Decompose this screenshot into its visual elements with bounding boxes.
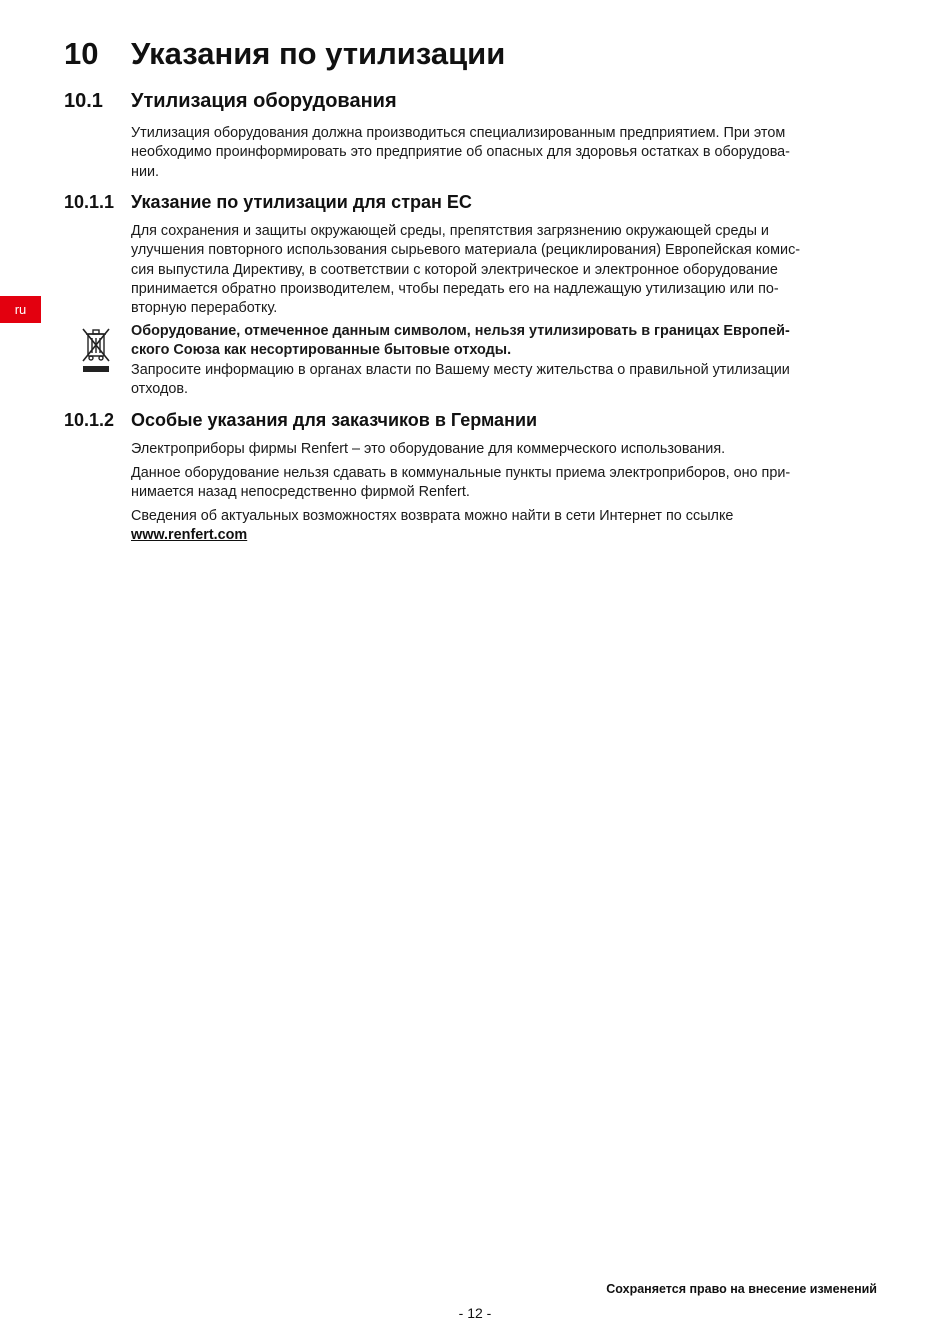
weee-symbol-note <box>131 322 881 399</box>
subsection-title: Утилизация оборудования <box>131 90 397 112</box>
return-paragraph <box>131 464 881 503</box>
text-line: Данное оборудование нельзя сдавать в коммунальные пункты приема электроприборов, оно при- <box>131 465 791 481</box>
disposal-paragraph <box>131 124 881 182</box>
footer-note: Сохраняется право на внесение изменений <box>606 1282 877 1296</box>
eu-directive-paragraph <box>131 222 881 318</box>
subsection-title: Особые указания для заказчиков в Германии <box>131 410 538 430</box>
text-line: необходимо проинформировать это предприятие об опасных для здоровья остатках в оборудова- <box>131 144 790 161</box>
section-title: Указания по утилизации <box>131 36 506 71</box>
text-line: Запросите информацию в органах власти по Вашему месту жительства о правильной утилизации <box>131 361 790 378</box>
text-line: принимается обратно производителем, чтобы передать его на надлежащую утилизацию или по- <box>131 280 779 297</box>
section-heading <box>64 36 505 72</box>
subsection-heading-10-1 <box>64 90 397 113</box>
text-line: нии. <box>131 163 160 180</box>
text-line: сия выпустила Директиву, в соответствии с которой электрическое и электронное оборудование <box>131 261 778 278</box>
text-line: Электроприборы фирмы Renfert – это оборудование для коммерческого использования. <box>131 441 726 457</box>
return-options-paragraph <box>131 507 881 546</box>
commercial-use-paragraph <box>131 440 881 459</box>
bold-line: ского Союза как несортированные бытовые отходы. <box>131 342 512 359</box>
text-line: вторную переработку. <box>131 300 278 317</box>
weee-crossed-bin-icon <box>80 326 112 374</box>
subsection-heading-10-1-1 <box>64 192 472 213</box>
subsection-heading-10-1-2 <box>64 410 537 431</box>
subsection-number: 10.1.2 <box>64 410 115 430</box>
text-line: улучшения повторного использования сырьевого материала (рециклирования) Европейская комис- <box>131 242 801 259</box>
bold-line: Оборудование, отмеченное данным символом, нельзя утилизировать в границах Европей- <box>131 323 790 339</box>
renfert-website-link[interactable]: www.renfert.com <box>131 527 248 544</box>
page-number: - 12 - <box>458 1305 492 1321</box>
text-line: Утилизация оборудования должна производиться специализированным предприятием. При этом <box>131 125 786 141</box>
text-line: Для сохранения и защиты окружающей среды, препятствия загрязнению окружающей среды и <box>131 223 769 239</box>
subsection-number: 10.1 <box>64 90 103 112</box>
text-line: отходов. <box>131 380 189 397</box>
text-line: Сведения об актуальных возможностях возврата можно найти в сети Интернет по ссылке <box>131 508 734 524</box>
subsection-number: 10.1.1 <box>64 192 115 212</box>
subsection-title: Указание по утилизации для стран ЕС <box>131 192 472 212</box>
language-tab: ru <box>0 296 41 323</box>
section-number: 10 <box>64 36 99 71</box>
text-line: нимается назад непосредственно фирмой Renfert. <box>131 484 470 501</box>
